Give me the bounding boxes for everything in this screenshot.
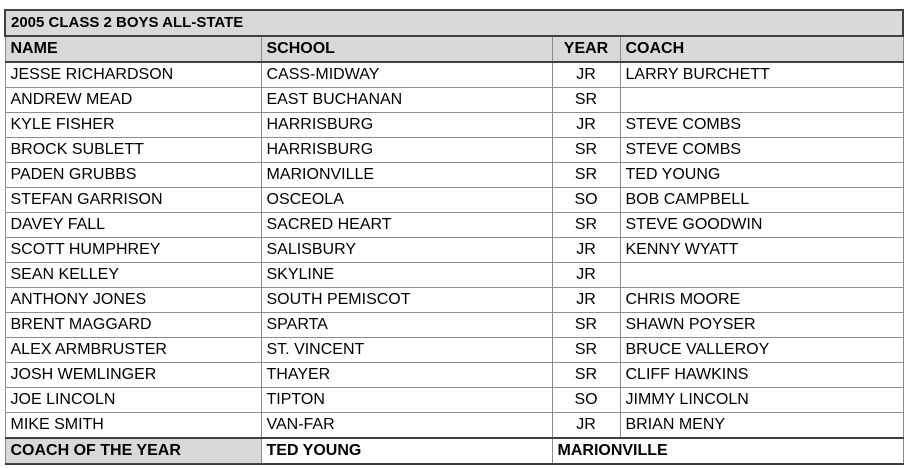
table-title: 2005 CLASS 2 BOYS ALL-STATE	[5, 10, 903, 36]
header-row	[5, 36, 903, 62]
player-name: STEFAN GARRISON	[5, 188, 261, 213]
player-name: MIKE SMITH	[5, 413, 261, 439]
player-name: KYLE FISHER	[5, 113, 261, 138]
player-year: SR	[552, 313, 620, 338]
player-name: BROCK SUBLETT	[5, 138, 261, 163]
player-year: SR	[552, 163, 620, 188]
player-school: SACRED HEART	[261, 213, 552, 238]
table-row	[5, 62, 903, 88]
all-state-sheet	[4, 9, 902, 465]
player-year: SO	[552, 188, 620, 213]
all-state-table	[4, 9, 904, 465]
player-school: MARIONVILLE	[261, 163, 552, 188]
player-coach: CHRIS MOORE	[620, 288, 903, 313]
player-name: ANDREW MEAD	[5, 88, 261, 113]
player-coach: TED YOUNG	[620, 163, 903, 188]
table-row	[5, 388, 903, 413]
player-name: JOE LINCOLN	[5, 388, 261, 413]
player-coach: CLIFF HAWKINS	[620, 363, 903, 388]
table-row	[5, 288, 903, 313]
player-name: PADEN GRUBBS	[5, 163, 261, 188]
table-row	[5, 213, 903, 238]
header-year: YEAR	[552, 36, 620, 62]
player-year: JR	[552, 413, 620, 439]
player-year: JR	[552, 263, 620, 288]
table-row	[5, 413, 903, 439]
player-year: JR	[552, 113, 620, 138]
player-school: HARRISBURG	[261, 113, 552, 138]
player-school: CASS-MIDWAY	[261, 62, 552, 88]
player-school: SPARTA	[261, 313, 552, 338]
player-coach: JIMMY LINCOLN	[620, 388, 903, 413]
header-coach: COACH	[620, 36, 903, 62]
table-row	[5, 238, 903, 263]
player-year: SR	[552, 213, 620, 238]
header-school: SCHOOL	[261, 36, 552, 62]
player-year: SR	[552, 363, 620, 388]
player-year: JR	[552, 238, 620, 263]
coach-of-year-label: COACH OF THE YEAR	[5, 438, 261, 464]
player-year: SR	[552, 338, 620, 363]
player-coach: SHAWN POYSER	[620, 313, 903, 338]
table-row	[5, 363, 903, 388]
player-year: JR	[552, 288, 620, 313]
table-row	[5, 163, 903, 188]
player-school: SOUTH PEMISCOT	[261, 288, 552, 313]
player-year: JR	[552, 62, 620, 88]
player-year: SR	[552, 88, 620, 113]
title-row	[5, 10, 903, 36]
player-name: BRENT MAGGARD	[5, 313, 261, 338]
player-name: JESSE RICHARDSON	[5, 62, 261, 88]
player-coach: LARRY BURCHETT	[620, 62, 903, 88]
player-school: OSCEOLA	[261, 188, 552, 213]
player-coach: STEVE COMBS	[620, 138, 903, 163]
player-name: SCOTT HUMPHREY	[5, 238, 261, 263]
player-coach: BOB CAMPBELL	[620, 188, 903, 213]
player-coach: STEVE GOODWIN	[620, 213, 903, 238]
player-name: SEAN KELLEY	[5, 263, 261, 288]
table-row	[5, 313, 903, 338]
player-coach: STEVE COMBS	[620, 113, 903, 138]
player-name: ALEX ARMBRUSTER	[5, 338, 261, 363]
player-coach: KENNY WYATT	[620, 238, 903, 263]
player-coach: BRIAN MENY	[620, 413, 903, 439]
player-school: SALISBURY	[261, 238, 552, 263]
player-school: HARRISBURG	[261, 138, 552, 163]
table-row	[5, 138, 903, 163]
player-name: ANTHONY JONES	[5, 288, 261, 313]
coach-of-year-row	[5, 438, 903, 464]
player-name: JOSH WEMLINGER	[5, 363, 261, 388]
player-coach	[620, 263, 903, 288]
coach-of-year-name: TED YOUNG	[261, 438, 552, 464]
player-coach	[620, 88, 903, 113]
table-row	[5, 263, 903, 288]
table-row	[5, 88, 903, 113]
player-name: DAVEY FALL	[5, 213, 261, 238]
coach-of-year-school: MARIONVILLE	[552, 438, 903, 464]
player-year: SR	[552, 138, 620, 163]
table-row	[5, 338, 903, 363]
header-name: NAME	[5, 36, 261, 62]
player-school: EAST BUCHANAN	[261, 88, 552, 113]
table-row	[5, 188, 903, 213]
player-rows	[5, 62, 903, 438]
player-school: THAYER	[261, 363, 552, 388]
player-school: TIPTON	[261, 388, 552, 413]
player-school: VAN-FAR	[261, 413, 552, 439]
player-coach: BRUCE VALLEROY	[620, 338, 903, 363]
table-row	[5, 113, 903, 138]
player-school: ST. VINCENT	[261, 338, 552, 363]
player-year: SO	[552, 388, 620, 413]
player-school: SKYLINE	[261, 263, 552, 288]
